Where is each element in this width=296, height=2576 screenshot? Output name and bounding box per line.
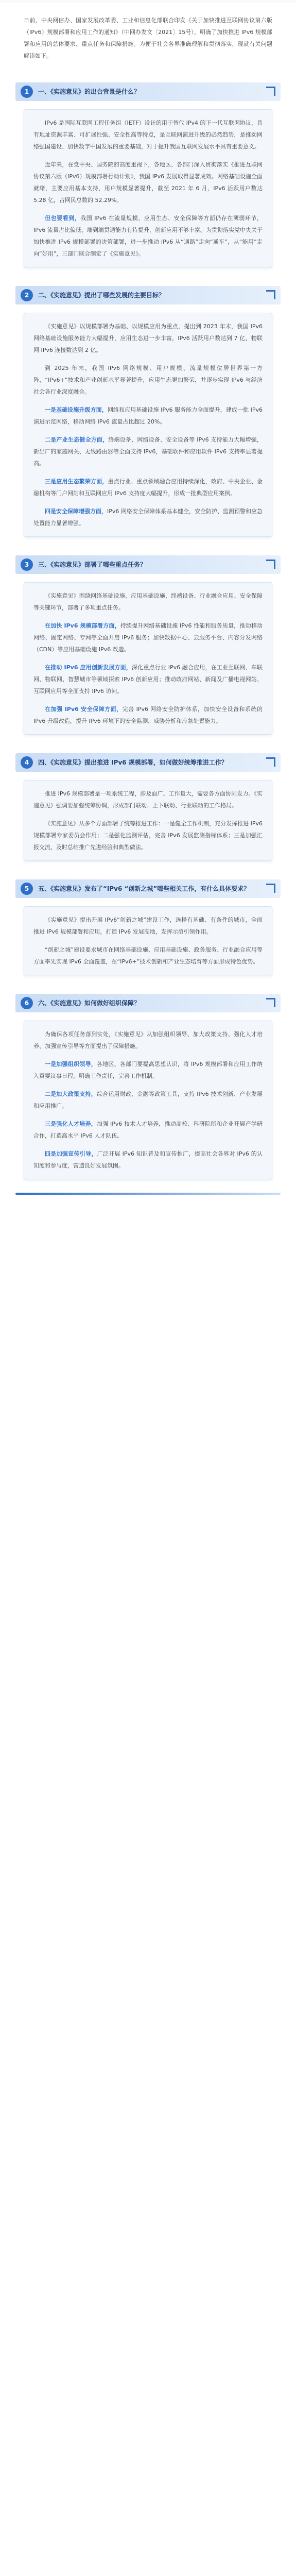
answer-paragraph [33,703,263,727]
paragraph-lead-highlight: 在加强 IPv6 安全保障方面， [45,706,123,713]
paragraph-lead-highlight: 在推动 IPv6 应用创新发展方面， [45,664,132,671]
paragraph-text: 终端设备、网络设备、安全设备等 IPv6 支持能力大幅增强，新出厂的家庭网关、无线路由器等全面支持 IPv6，基础软件和应用软件 IPv6 支持率显著提高。 [33,436,263,467]
paragraph-lead-highlight: 在加快 IPv6 规模部署方面， [45,622,120,629]
section-answer-card [24,582,272,735]
paragraph-lead-highlight: 三是强化人才培养， [45,1121,97,1127]
section-answer-card [24,1021,272,1179]
section-title: 一、《实施意见》的出台背景是什么？ [38,88,141,95]
answer-paragraph [33,505,263,529]
paragraph-lead-highlight: 一是加强组织领导， [45,1061,97,1067]
sections-container [0,77,296,1179]
top-decoration [0,0,296,3]
qa-section [0,550,296,735]
corner-bracket-icon [266,998,275,1007]
section-number-badge: 4 [21,756,33,769]
paragraph-lead-highlight: 四是安全保障增强方面， [45,508,108,515]
qa-section [0,874,296,975]
answer-paragraph [33,914,263,938]
answer-paragraph [33,434,263,469]
paragraph-text: 我国 IPv6 在流量规模、应用生态、安全保障等方面仍存在薄弱环节，IPv6 流量占比偏低，端到端贯通能力有待提升，创新应用不够丰富。为贯彻落实党中央关于加快推进 IPv6 规模部署的决策部署，进一步推动 IPv6 从“通路”走向“通车”，从“能用”走向“好用”，三部门联合制定了《实施意见》。 [33,215,263,257]
article-intro: 日前，中央网信办、国家发展改革委、工业和信息化部联合印发《关于加快推进互联网协议第六版（IPv6）规模部署和应用工作的通知》（中网办发文〔2021〕15号），明确了加快推进 IPv6 规模部署和应用的总体要求、重点任务和保障措施。为便于社会各界准确理解和贯彻落实，现就有关问题解读如下。 [24,17,272,59]
paragraph-lead-highlight: 二是加大政策支持， [45,1091,97,1097]
paragraph-text: 广泛开展 IPv6 知识普及和宣传推广，提高社会各界对 IPv6 的认知度和参与度，营造良好发展氛围。 [33,1150,263,1169]
answer-paragraph [33,212,263,260]
corner-bracket-icon [266,757,275,767]
section-title: 二、《实施意见》提出了哪些发展的主要目标？ [38,291,165,299]
answer-paragraph [33,1088,263,1112]
paragraph-text: 各地区、各部门要提高思想认识，将 IPv6 规模部署和应用工作纳入重要议事日程，明确工作责任，完善工作机制。 [33,1061,263,1079]
section-header [15,550,281,579]
paragraph-text: 持续提升网络基础设施 IPv6 性能和服务质量，推动移动网络、固定网络、专网等全面开启 IPv6 服务；加快数据中心、云服务平台、内容分发网络（CDN）等应用基础设施 IPv6 改造。 [33,622,263,653]
section-number-badge: 1 [21,86,33,98]
section-header [15,281,281,310]
paragraph-text: 完善 IPv6 网络安全防护体系，加快安全设备和系统的 IPv6 升级改造，提升 IPv6 环境下的安全监测、威胁分析和应急处置能力。 [33,706,263,724]
section-header [15,748,281,777]
section-number-badge: 5 [21,883,33,895]
qa-section [0,77,296,267]
answer-paragraph [33,944,263,968]
answer-paragraph [33,404,263,428]
corner-bracket-icon [266,884,275,893]
article-page [0,0,296,1203]
paragraph-text: 推进 IPv6 规模部署是一项系统工程，涉及面广、工作量大，需要各方面协同发力。《实施意见》强调要加强统筹协调，形成部门联动、上下联动、行业联动的工作格局。 [33,790,263,809]
paragraph-text: 综合运用财政、金融等政策工具，支持 IPv6 技术创新、产业发展和应用推广。 [33,1091,263,1109]
paragraph-lead-highlight: 但也要看到， [45,215,81,222]
answer-paragraph [33,1028,263,1052]
answer-paragraph [33,1058,263,1082]
section-answer-card [24,906,272,975]
paragraph-lead-highlight: 三是应用生态繁荣方面， [45,478,108,485]
paragraph-text: 《实施意见》提出开展 IPv6“创新之城”建设工作，选择有基础、有条件的城市，全面推进 IPv6 规模部署和应用，打造 IPv6 发展高地，发挥示范引领作用。 [33,917,263,935]
paragraph-text: 《实施意见》从多个方面部署了统筹推进工作：一是健全工作机制，充分发挥推进 IPv6 规模部署专家委员会作用；二是强化监测评估，完善 IPv6 发展监测指标体系；三是加强汇报交流，及时总结推广先进经验和典型做法。 [33,820,263,851]
answer-paragraph [33,159,263,206]
paragraph-text: IPv6 是国际互联网工程任务组（IETF）设计的用于替代 IPv4 的下一代互联网协议，具有地址资源丰富、可扩展性强、安全性高等特点，是互联网演进升级的必然趋势，是推动网络强国建设、加快数字中国发展的重要基础，对于提升我国互联网发展水平具有重要意义。 [33,120,263,150]
paragraph-text: 重点行业、重点领域融合应用持续深化，政府、中央企业、金融机构等门户网站和互联网应用 IPv6 支持度大幅提升，形成一批典型应用案例。 [33,478,263,497]
answer-paragraph [33,788,263,811]
answer-paragraph [33,117,263,152]
section-header [15,874,281,903]
paragraph-text: “创新之城”建设要求城市在网络基础设施、应用基础设施、政务服务、行业融合应用等方面率先实现 IPv6 全面覆盖，在“IPv6+”技术创新和产业生态培育等方面形成特色优势。 [33,946,263,965]
paragraph-text: 近年来，在党中央、国务院的高度重视下，各地区、各部门深入贯彻落实《推进互联网协议第六版（IPv6）规模部署行动计划》，我国 IPv6 发展取得显著成效。网络基础设施全面就绪，主要应用基本支持，用户规模显著提升，截至 2021 年 6 月，IPv6 活跃用户数达 5.28 亿，占网民总数的 52.29%。 [33,161,263,204]
paragraph-text: 深化重点行业 IPv6 融合应用，在工业互联网、车联网、物联网、智慧城市等领域探索 IPv6 创新应用；推动政府网站、新闻及广播电视网站、互联网应用等全面支持 IPv6 访问。 [33,664,263,694]
answer-paragraph [33,320,263,356]
section-title: 五、《实施意见》发布了“IPv6 “创新之城”哪些相关工作，有什么具体要求？ [38,885,250,892]
section-title: 六、《实施意见》如何做好组织保障？ [38,999,141,1007]
paragraph-text: 《实施意见》围绕网络基础设施、应用基础设施、终端设备、行业融合应用、安全保障等关键环节，部署了多项重点任务。 [33,592,263,611]
answer-paragraph [33,362,263,398]
paragraph-text: 网络和应用基础设施 IPv6 服务能力全面提升，建成一批 IPv6 演进示范网络，移动网络 IPv6 流量占比超过 20%。 [33,406,263,425]
section-answer-card [24,313,272,537]
qa-section [0,281,296,537]
paragraph-text: 为确保各项任务落到实处，《实施意见》从加强组织领导、加大政策支持、强化人才培养、加强宣传引导等方面提出了保障措施。 [33,1031,263,1049]
paragraph-text: 《实施意见》以规模部署为基础、以规模应用为重点，提出到 2023 年末，我国 IPv6 网络基础设施服务能力大幅提升，应用生态进一步丰富，IPv6 活跃用户数达到 7 亿，物联网 IPv6 连接数达到 2 亿。 [33,323,263,353]
section-header [15,77,281,106]
bottom-decoration [15,1193,281,1195]
answer-paragraph [33,662,263,697]
paragraph-lead-highlight: 一是基础设施升级方面， [45,406,108,413]
qa-section [0,989,296,1179]
paragraph-text: 到 2025 年末，我国 IPv6 网络规模、用户规模、流量规模位居世界第一方阵，“IPv6+”技术和产业创新水平显著提升，应用生态更加繁荣，并逐步实现 IPv6 与经济社会各行业深度融合。 [33,365,263,395]
corner-bracket-icon [266,560,275,569]
section-number-badge: 2 [21,289,33,301]
answer-paragraph [33,476,263,499]
section-header [15,989,281,1018]
answer-paragraph [33,1148,263,1172]
answer-paragraph [33,620,263,655]
answer-paragraph [33,1118,263,1142]
answer-paragraph [33,590,263,614]
qa-section [0,748,296,861]
section-answer-card [24,780,272,861]
paragraph-text: IPv6 网络安全保障体系基本健全，安全防护、监测预警和应急处置能力显著增强。 [33,508,263,527]
section-number-badge: 6 [21,997,33,1009]
paragraph-text: 加强 IPv6 技术人才培养，推动高校、科研院所和企业开展产学研合作，打造高水平 IPv6 人才队伍。 [33,1121,263,1139]
section-title: 四、《实施意见》提出推进 IPv6 规模部署，如何做好统筹推进工作？ [38,758,228,766]
paragraph-lead-highlight: 二是产业生态健全方面， [45,436,109,443]
section-title: 三、《实施意见》部署了哪些重点任务？ [38,561,147,568]
corner-bracket-icon [266,290,275,299]
corner-bracket-icon [266,87,275,96]
section-number-badge: 3 [21,558,33,571]
paragraph-lead-highlight: 四是加强宣传引导， [45,1150,97,1157]
section-answer-card [24,109,272,267]
answer-paragraph [33,818,263,853]
